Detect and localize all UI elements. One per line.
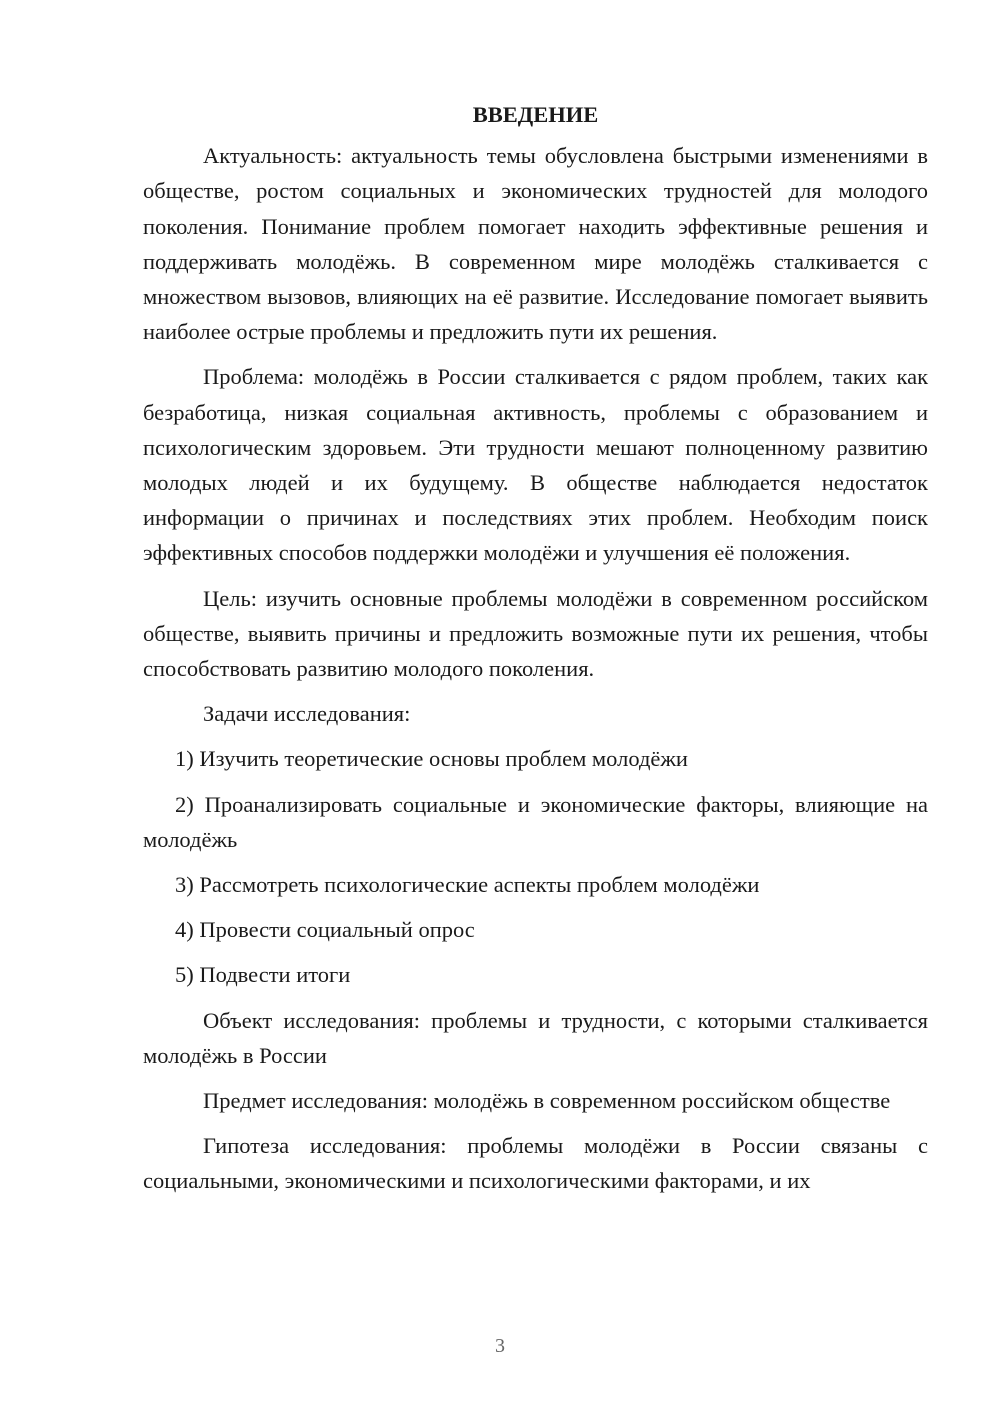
paragraph-object: Объект исследования: проблемы и трудности, с которыми сталкивается молодёжь в России xyxy=(143,1007,928,1068)
page-number: 3 xyxy=(495,1335,505,1357)
task-item-2: 2) Проанализировать социальные и экономические факторы, влияющие на молодёжь xyxy=(143,791,928,852)
task-item-3: 3) Рассмотреть психологические аспекты проблем молодёжи xyxy=(175,872,760,898)
page-title: ВВЕДЕНИЕ xyxy=(472,102,599,127)
task-item-4: 4) Провести социальный опрос xyxy=(175,917,475,943)
paragraph-tasks-heading: Задачи исследования: xyxy=(203,701,411,727)
task-item-1: 1) Изучить теоретические основы проблем молодёжи xyxy=(175,746,688,772)
paragraph-problem: Проблема: молодёжь в России сталкивается с рядом проблем, таких как безработица, низкая социальная активность, проблемы с образованием и психологическим здоровьем. Эти трудности мешают полноценному развитию молодых людей и их будущему. В обществе наблюдается недостаток информации о причинах и последствиях этих проблем. Необходим поиск эффективных способов поддержки молодёжи и улучшения её положения. xyxy=(143,364,928,566)
document-page xyxy=(143,97,928,1209)
paragraph-hypothesis: Гипотеза исследования: проблемы молодёжи в России связаны с социальными, экономическими и психологическими факторами, и их xyxy=(143,1133,928,1194)
paragraph-goal: Цель: изучить основные проблемы молодёжи в современном российском обществе, выявить причины и предложить возможные пути их решения, чтобы способствовать развитию молодого поколения. xyxy=(143,585,928,682)
task-item-5: 5) Подвести итоги xyxy=(175,962,351,988)
paragraph-relevance: Актуальность: актуальность темы обусловлена быстрыми изменениями в обществе, ростом социальных и экономических трудностей для молодого поколения. Понимание проблем помогает находить эффективные решения и поддерживать молодёжь. В современном мире молодёжь сталкивается с множеством вызовов, влияющих на её развитие. Исследование помогает выявить наиболее острые проблемы и предложить пути их решения. xyxy=(143,143,928,345)
paragraph-subject: Предмет исследования: молодёжь в современном российском обществе xyxy=(203,1088,891,1114)
